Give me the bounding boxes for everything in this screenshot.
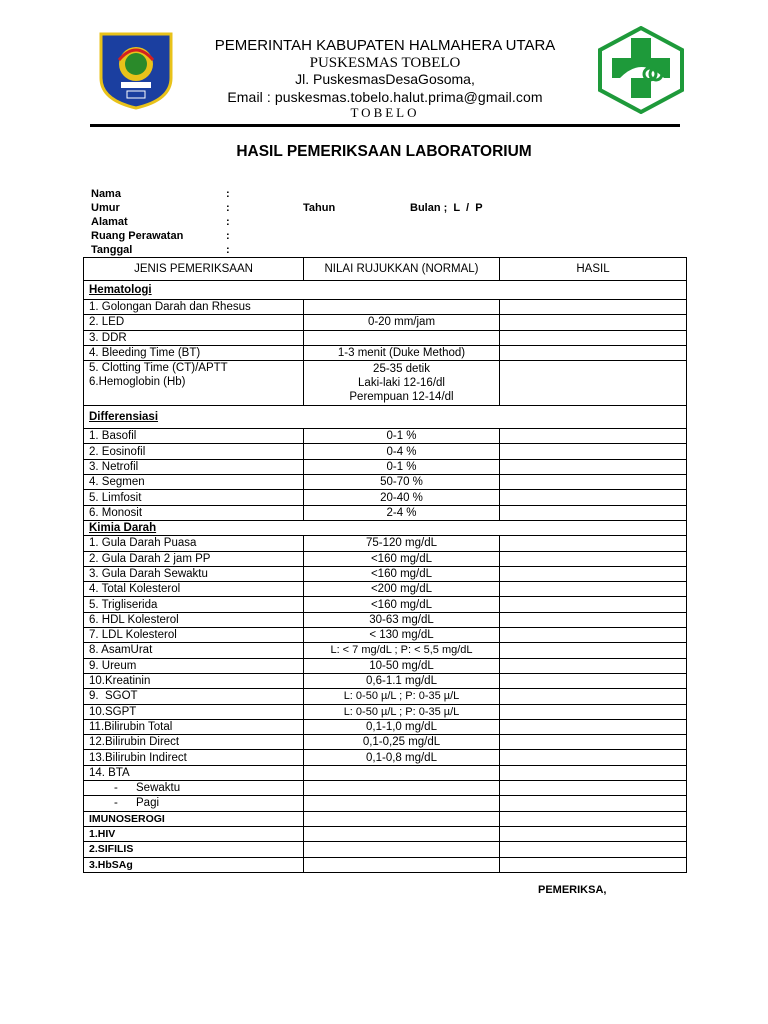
header-puskesmas: PUSKESMAS TOBELO [309, 55, 461, 71]
table-row [84, 719, 687, 734]
value-hb-female: Perempuan 12-14/dl [349, 391, 454, 404]
table-row [84, 597, 687, 612]
normal-value [304, 796, 500, 811]
normal-value: 20-40 % [304, 490, 500, 505]
result-cell[interactable] [500, 551, 687, 566]
normal-value: 0,1-0,8 mg/dL [304, 750, 500, 765]
test-name: 10.Kreatinin [84, 673, 304, 688]
test-name-hb: 6.Hemoglobin (Hb) [89, 376, 186, 389]
table-row [84, 765, 687, 780]
table-row [84, 315, 687, 330]
table-row [84, 842, 687, 857]
result-cell[interactable] [500, 582, 687, 597]
label-alamat: Alamat [91, 216, 128, 228]
section-row [84, 520, 687, 535]
test-name: 5. Trigliserida [84, 597, 304, 612]
label-tahun: Tahun [303, 202, 336, 214]
label-umur: Umur [91, 202, 120, 214]
result-cell[interactable] [500, 429, 687, 444]
table-row [84, 750, 687, 765]
header-divider [90, 124, 680, 127]
result-cell[interactable] [500, 673, 687, 688]
test-name: 12.Bilirubin Direct [84, 735, 304, 750]
normal-value: <160 mg/dL [304, 566, 500, 581]
header-government: PEMERINTAH KABUPATEN HALMAHERA UTARA [214, 37, 556, 54]
label-ruang: Ruang Perawatan [91, 230, 184, 242]
test-name: 4. Bleeding Time (BT) [84, 345, 304, 360]
header-city: TOBELO [350, 105, 420, 120]
test-name: 14. BTA [84, 765, 304, 780]
table-row [84, 536, 687, 551]
result-cell[interactable] [500, 750, 687, 765]
result-cell[interactable] [500, 444, 687, 459]
result-cell[interactable] [500, 765, 687, 780]
test-name: 9. Ureum [84, 658, 304, 673]
normal-value [304, 765, 500, 780]
normal-value: 0-1 % [304, 459, 500, 474]
section-imunoserogi: IMUNOSEROGI [84, 811, 304, 826]
normal-value: L: < 7 mg/dL ; P: < 5,5 mg/dL [304, 643, 500, 658]
test-name [84, 781, 304, 796]
result-cell[interactable] [500, 475, 687, 490]
table-row [84, 551, 687, 566]
test-name: 1. Gula Darah Puasa [84, 536, 304, 551]
normal-value: L: 0-50 µ/L ; P: 0-35 µ/L [304, 689, 500, 704]
table-row [84, 796, 687, 811]
result-cell[interactable] [500, 628, 687, 643]
test-name: 1. Basofil [84, 429, 304, 444]
test-name: 4. Segmen [84, 475, 304, 490]
test-name: 3. Gula Darah Sewaktu [84, 566, 304, 581]
normal-value [304, 857, 500, 872]
result-cell[interactable] [500, 597, 687, 612]
result-cell[interactable] [500, 811, 687, 826]
colon: : [226, 202, 230, 214]
result-cell[interactable] [500, 315, 687, 330]
result-cell[interactable] [500, 689, 687, 704]
table-row [84, 582, 687, 597]
result-cell[interactable] [500, 536, 687, 551]
test-name: 13.Bilirubin Indirect [84, 750, 304, 765]
page-title: HASIL PEMERIKSAAN LABORATORIUM [236, 143, 532, 160]
test-name: 6. Monosit [84, 505, 304, 520]
test-name: 6. HDL Kolesterol [84, 612, 304, 627]
table-row [84, 612, 687, 627]
table-row [84, 330, 687, 345]
result-cell[interactable] [500, 719, 687, 734]
result-cell[interactable] [500, 826, 687, 841]
normal-value [304, 330, 500, 345]
table-row [84, 735, 687, 750]
table-row [84, 811, 687, 826]
test-name: 8. AsamUrat [84, 643, 304, 658]
test-name: 7. LDL Kolesterol [84, 628, 304, 643]
signature-label: PEMERIKSA, [538, 884, 607, 896]
table-row [84, 475, 687, 490]
result-cell[interactable] [500, 345, 687, 360]
test-name: 4. Total Kolesterol [84, 582, 304, 597]
result-cell[interactable] [500, 361, 687, 406]
result-cell[interactable] [500, 505, 687, 520]
normal-value: 50-70 % [304, 475, 500, 490]
table-row [84, 429, 687, 444]
normal-value: 2-4 % [304, 505, 500, 520]
section-hematologi: Hematologi [84, 281, 687, 300]
test-name: 2. Gula Darah 2 jam PP [84, 551, 304, 566]
label-tanggal: Tanggal [91, 244, 133, 256]
test-name: 3.HbSAg [84, 857, 304, 872]
table-row [84, 505, 687, 520]
normal-value: 1-3 menit (Duke Method) [304, 345, 500, 360]
normal-value: < 130 mg/dL [304, 628, 500, 643]
test-name: 3. Netrofil [84, 459, 304, 474]
test-name: 9. SGOT [84, 689, 304, 704]
puskesmas-logo [598, 26, 684, 114]
normal-value: 0-20 mm/jam [304, 315, 500, 330]
result-cell[interactable] [500, 796, 687, 811]
header-hasil: HASIL [500, 258, 687, 281]
label-bulan-gender: Bulan ; L / P [410, 202, 483, 214]
table-header-row [84, 258, 687, 281]
test-name: 3. DDR [84, 330, 304, 345]
normal-value: 0,1-1,0 mg/dL [304, 719, 500, 734]
table-row [84, 444, 687, 459]
table-row [84, 459, 687, 474]
result-cell[interactable] [500, 612, 687, 627]
bta-pagi: Pagi [136, 797, 160, 810]
header-jenis: JENIS PEMERIKSAAN [84, 258, 304, 281]
table-row [84, 826, 687, 841]
bta-sewaktu: Sewaktu [136, 782, 181, 795]
test-name: 10.SGPT [84, 704, 304, 719]
table-row [84, 345, 687, 360]
normal-value: 75-120 mg/dL [304, 536, 500, 551]
test-name [84, 796, 304, 811]
table-row [84, 643, 687, 658]
normal-value [304, 300, 500, 315]
value-hb-male: Laki-laki 12-16/dl [358, 377, 445, 390]
result-cell[interactable] [500, 490, 687, 505]
result-cell[interactable] [500, 459, 687, 474]
value-ct: 25-35 detik [373, 363, 430, 376]
result-cell[interactable] [500, 735, 687, 750]
result-cell[interactable] [500, 658, 687, 673]
normal-value [304, 811, 500, 826]
header-nilai: NILAI RUJUKKAN (NORMAL) [304, 258, 500, 281]
table-row [84, 300, 687, 315]
test-name: 5. Limfosit [84, 490, 304, 505]
section-differensiasi: Differensiasi [84, 406, 687, 429]
bullet-dash: - [114, 782, 118, 795]
header-address: Jl. PuskesmasDesaGosoma, [295, 71, 475, 87]
table-row [84, 689, 687, 704]
result-cell[interactable] [500, 300, 687, 315]
normal-value: <160 mg/dL [304, 551, 500, 566]
normal-value: 0-1 % [304, 429, 500, 444]
test-name: 2. Eosinofil [84, 444, 304, 459]
table-row [84, 628, 687, 643]
table-row [84, 673, 687, 688]
normal-value: 0-4 % [304, 444, 500, 459]
normal-value [304, 842, 500, 857]
normal-value: <200 mg/dL [304, 582, 500, 597]
result-cell[interactable] [500, 566, 687, 581]
normal-value: <160 mg/dL [304, 597, 500, 612]
normal-value [304, 361, 500, 406]
normal-value: 30-63 mg/dL [304, 612, 500, 627]
test-name: 2.SIFILIS [84, 842, 304, 857]
table-row [84, 490, 687, 505]
colon: : [226, 244, 230, 256]
colon: : [226, 230, 230, 242]
halmahera-utara-emblem-logo [97, 30, 175, 110]
label-nama: Nama [91, 188, 121, 200]
test-name: 1. Golongan Darah dan Rhesus [84, 300, 304, 315]
section-kimia-darah: Kimia Darah [84, 520, 687, 535]
test-name: 11.Bilirubin Total [84, 719, 304, 734]
header-email: Email : puskesmas.tobelo.halut.prima@gmail.com [227, 89, 543, 105]
lab-results-table [83, 257, 687, 873]
table-row [84, 781, 687, 796]
colon: : [226, 216, 230, 228]
test-name-ct: 5. Clotting Time (CT)/APTT [89, 362, 228, 375]
result-cell[interactable] [500, 842, 687, 857]
section-row [84, 281, 687, 300]
result-cell[interactable] [500, 330, 687, 345]
test-name: 1.HIV [84, 826, 304, 841]
normal-value [304, 781, 500, 796]
colon: : [226, 188, 230, 200]
table-row [84, 658, 687, 673]
normal-value: L: 0-50 µ/L ; P: 0-35 µ/L [304, 704, 500, 719]
table-row [84, 566, 687, 581]
table-row [84, 704, 687, 719]
test-name: 2. LED [84, 315, 304, 330]
normal-value: 0,6-1.1 mg/dL [304, 673, 500, 688]
normal-value: 10-50 mg/dL [304, 658, 500, 673]
table-row [84, 857, 687, 872]
bullet-dash: - [114, 797, 118, 810]
normal-value [304, 826, 500, 841]
table-row [84, 361, 687, 406]
test-name [84, 361, 304, 406]
normal-value: 0,1-0,25 mg/dL [304, 735, 500, 750]
result-cell[interactable] [500, 704, 687, 719]
result-cell[interactable] [500, 857, 687, 872]
result-cell[interactable] [500, 643, 687, 658]
section-row [84, 406, 687, 429]
result-cell[interactable] [500, 781, 687, 796]
